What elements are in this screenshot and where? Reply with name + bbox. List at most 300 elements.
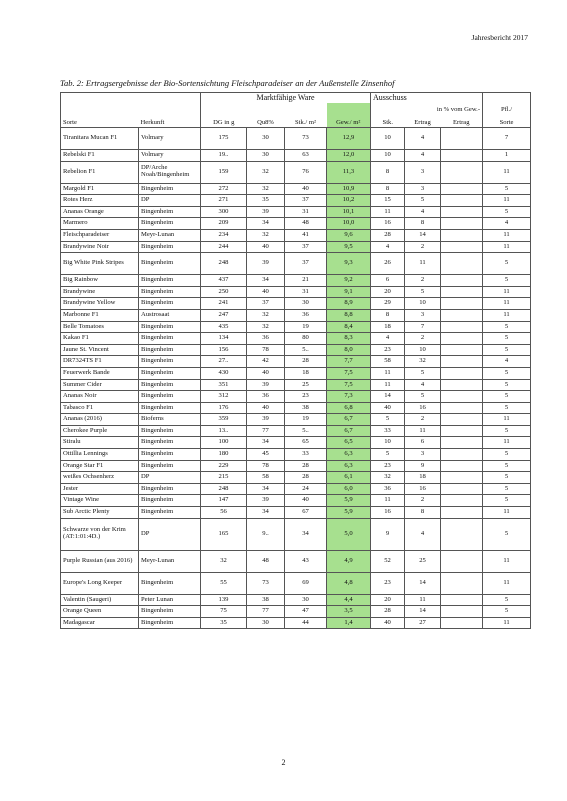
cell-gew: 11,3 — [327, 161, 371, 183]
cell-aus-stk: 26 — [371, 253, 405, 275]
cell-aus-stk: 11 — [371, 206, 405, 218]
cell-aus-ertrag-2 — [441, 402, 483, 414]
cell-pfl: 5 — [483, 402, 531, 414]
cell-dg: 300 — [201, 206, 247, 218]
cell-herkunft: Bingenheim — [139, 344, 201, 356]
table-row — [61, 617, 531, 629]
cell-aus-ertrag-2 — [441, 229, 483, 241]
cell-aus-ertrag-2 — [441, 150, 483, 162]
cell-herkunft: Bingenheim — [139, 379, 201, 391]
cell-aus-ertrag-2 — [441, 550, 483, 572]
cell-herkunft: Bingenheim — [139, 286, 201, 298]
cell-dg: 209 — [201, 218, 247, 230]
cell-aus-stk: 15 — [371, 195, 405, 207]
cell-stk: 34 — [285, 518, 327, 550]
cell-qu: 34 — [247, 437, 285, 449]
cell-herkunft: Volmary — [139, 128, 201, 150]
cell-aus-stk: 11 — [371, 495, 405, 507]
cell-dg: 247 — [201, 309, 247, 321]
table-row — [61, 472, 531, 484]
cell-pfl: 5 — [483, 321, 531, 333]
cell-dg: 159 — [201, 161, 247, 183]
cell-aus-ertrag: 3 — [405, 449, 441, 461]
table-row — [61, 333, 531, 345]
cell-stk: 33 — [285, 449, 327, 461]
cell-stk: 31 — [285, 206, 327, 218]
table-caption: Tab. 2: Ertragsergebnisse der Bio-Sortensichtung Fleischparadeiser an der Außenstelle Zinsenhof — [60, 78, 395, 88]
cell-aus-stk: 29 — [371, 298, 405, 310]
cell-herkunft: Bingenheim — [139, 275, 201, 287]
cell-aus-stk: 10 — [371, 128, 405, 150]
cell-dg: 147 — [201, 495, 247, 507]
cell-dg: 312 — [201, 391, 247, 403]
cell-aus-ertrag: 2 — [405, 495, 441, 507]
cell-sorte: Jaune St. Vincent — [61, 344, 139, 356]
cell-sorte: Vintage Wine — [61, 495, 139, 507]
header-row-1 — [61, 93, 531, 104]
cell-dg: 100 — [201, 437, 247, 449]
col-aus-ertrag-2: Ertrag — [441, 117, 483, 128]
cell-sorte: Valentin (Saugeri) — [61, 594, 139, 606]
cell-qu: 35 — [247, 195, 285, 207]
cell-stk: 47 — [285, 606, 327, 618]
cell-herkunft: Bingenheim — [139, 321, 201, 333]
cell-stk: 37 — [285, 195, 327, 207]
table-row — [61, 128, 531, 150]
cell-herkunft: Bingenheim — [139, 483, 201, 495]
table-row — [61, 606, 531, 618]
cell-pfl: 5 — [483, 460, 531, 472]
cell-dg: 176 — [201, 402, 247, 414]
cell-aus-stk: 20 — [371, 286, 405, 298]
cell-gew: 7,5 — [327, 379, 371, 391]
cell-gew: 8,8 — [327, 309, 371, 321]
cell-aus-ertrag: 10 — [405, 344, 441, 356]
cell-dg: 215 — [201, 472, 247, 484]
cell-qu: 39 — [247, 379, 285, 391]
cell-gew: 7,5 — [327, 367, 371, 379]
cell-herkunft: Austrosaat — [139, 309, 201, 321]
cell-stk: 76 — [285, 161, 327, 183]
cell-dg: 248 — [201, 253, 247, 275]
cell-qu: 36 — [247, 391, 285, 403]
cell-aus-stk: 10 — [371, 437, 405, 449]
table-row — [61, 550, 531, 572]
cell-pfl: 11 — [483, 437, 531, 449]
cell-aus-ertrag-2 — [441, 606, 483, 618]
cell-herkunft: Bingenheim — [139, 449, 201, 461]
table-row — [61, 460, 531, 472]
cell-aus-ertrag: 4 — [405, 379, 441, 391]
table-row — [61, 344, 531, 356]
cell-aus-ertrag: 4 — [405, 150, 441, 162]
cell-sorte: Big Rainbow — [61, 275, 139, 287]
cell-herkunft: Bingenheim — [139, 402, 201, 414]
cell-herkunft: Bingenheim — [139, 391, 201, 403]
cell-pfl: 4 — [483, 218, 531, 230]
cell-aus-stk: 11 — [371, 379, 405, 391]
cell-qu: 48 — [247, 550, 285, 572]
cell-herkunft: DP — [139, 472, 201, 484]
cell-pfl: 5 — [483, 333, 531, 345]
cell-aus-stk: 23 — [371, 460, 405, 472]
cell-aus-ertrag: 11 — [405, 425, 441, 437]
table-row — [61, 402, 531, 414]
cell-aus-stk: 5 — [371, 449, 405, 461]
cell-sorte: Cherokee Purple — [61, 425, 139, 437]
cell-aus-stk: 58 — [371, 356, 405, 368]
cell-herkunft: Bingenheim — [139, 437, 201, 449]
cell-aus-ertrag-2 — [441, 437, 483, 449]
cell-gew: 4,4 — [327, 594, 371, 606]
cell-stk: 30 — [285, 298, 327, 310]
cell-gew: 6,3 — [327, 460, 371, 472]
col-pfl-sorte: Sorte — [483, 117, 531, 128]
cell-dg: 234 — [201, 229, 247, 241]
cell-aus-ertrag: 27 — [405, 617, 441, 629]
cell-qu: 58 — [247, 472, 285, 484]
cell-aus-stk: 18 — [371, 321, 405, 333]
cell-aus-ertrag: 16 — [405, 483, 441, 495]
col-stk-m2: Stk./ m² — [285, 117, 327, 128]
cell-gew: 6,1 — [327, 472, 371, 484]
cell-dg: 27.. — [201, 356, 247, 368]
group-ausschuss: Ausschuss — [371, 93, 483, 104]
cell-gew: 6,7 — [327, 414, 371, 426]
cell-dg: 359 — [201, 414, 247, 426]
cell-stk: 30 — [285, 594, 327, 606]
cell-pfl: 11 — [483, 195, 531, 207]
cell-qu: 39 — [247, 495, 285, 507]
cell-pfl: 5 — [483, 472, 531, 484]
col-qu: Qu8% — [247, 117, 285, 128]
cell-sorte: Marmero — [61, 218, 139, 230]
cell-aus-stk: 9 — [371, 518, 405, 550]
cell-dg: 35 — [201, 617, 247, 629]
table-row — [61, 495, 531, 507]
cell-stk: 37 — [285, 241, 327, 253]
cell-aus-stk: 8 — [371, 161, 405, 183]
cell-aus-ertrag-2 — [441, 391, 483, 403]
cell-aus-ertrag-2 — [441, 321, 483, 333]
cell-aus-ertrag-2 — [441, 472, 483, 484]
cell-qu: 36 — [247, 333, 285, 345]
cell-stk: 65 — [285, 437, 327, 449]
cell-dg: 244 — [201, 241, 247, 253]
cell-aus-stk: 16 — [371, 218, 405, 230]
cell-herkunft: Bingenheim — [139, 298, 201, 310]
cell-dg: 55 — [201, 572, 247, 594]
cell-aus-stk: 8 — [371, 309, 405, 321]
cell-qu: 34 — [247, 483, 285, 495]
cell-aus-ertrag-2 — [441, 460, 483, 472]
ausschuss-sub-header: in % vom Gew.- — [371, 103, 483, 117]
cell-sorte: Ananas (2016) — [61, 414, 139, 426]
cell-qu: 77 — [247, 606, 285, 618]
cell-aus-ertrag-2 — [441, 425, 483, 437]
cell-dg: 271 — [201, 195, 247, 207]
cell-gew: 10,9 — [327, 183, 371, 195]
cell-aus-ertrag-2 — [441, 195, 483, 207]
cell-aus-ertrag-2 — [441, 594, 483, 606]
cell-gew: 3,5 — [327, 606, 371, 618]
col-gew-m2: Gew./ m² — [327, 117, 371, 128]
cell-pfl: 11 — [483, 507, 531, 519]
table-row — [61, 367, 531, 379]
cell-herkunft: Bingenheim — [139, 367, 201, 379]
cell-aus-ertrag-2 — [441, 572, 483, 594]
cell-dg: 351 — [201, 379, 247, 391]
cell-herkunft: Bingenheim — [139, 425, 201, 437]
cell-stk: 36 — [285, 309, 327, 321]
cell-dg: 13.. — [201, 425, 247, 437]
cell-stk: 23 — [285, 391, 327, 403]
table-row — [61, 391, 531, 403]
cell-herkunft: Peter Lunan — [139, 594, 201, 606]
cell-sorte: Feuerwerk Bande — [61, 367, 139, 379]
cell-gew: 4,9 — [327, 550, 371, 572]
cell-aus-ertrag: 2 — [405, 333, 441, 345]
cell-dg: 19.. — [201, 150, 247, 162]
table-row — [61, 229, 531, 241]
cell-stk: 44 — [285, 617, 327, 629]
cell-stk: 28 — [285, 472, 327, 484]
cell-aus-ertrag: 14 — [405, 606, 441, 618]
cell-dg: 75 — [201, 606, 247, 618]
cell-sorte: Brandywine Yellow — [61, 298, 139, 310]
cell-qu: 40 — [247, 241, 285, 253]
cell-dg: 139 — [201, 594, 247, 606]
cell-aus-ertrag: 5 — [405, 195, 441, 207]
cell-aus-ertrag: 11 — [405, 594, 441, 606]
cell-aus-ertrag-2 — [441, 356, 483, 368]
cell-pfl: 5 — [483, 483, 531, 495]
cell-sorte: Jester — [61, 483, 139, 495]
cell-aus-ertrag: 8 — [405, 507, 441, 519]
cell-aus-ertrag-2 — [441, 518, 483, 550]
cell-sorte: weißes Ochsenherz — [61, 472, 139, 484]
cell-dg: 248 — [201, 483, 247, 495]
cell-sorte: Tiranitara Mucan F1 — [61, 128, 139, 150]
table-row — [61, 379, 531, 391]
cell-aus-ertrag-2 — [441, 241, 483, 253]
cell-pfl: 11 — [483, 414, 531, 426]
cell-gew: 6,3 — [327, 449, 371, 461]
cell-stk: 19 — [285, 321, 327, 333]
cell-pfl: 5 — [483, 183, 531, 195]
cell-herkunft: Bingenheim — [139, 333, 201, 345]
cell-dg: 156 — [201, 344, 247, 356]
cell-dg: 32 — [201, 550, 247, 572]
report-header: Jahresbericht 2017 — [471, 33, 528, 42]
cell-sorte: DR7324TS F1 — [61, 356, 139, 368]
cell-pfl: 5 — [483, 379, 531, 391]
cell-aus-ertrag-2 — [441, 218, 483, 230]
cell-aus-stk: 8 — [371, 183, 405, 195]
cell-aus-stk: 20 — [371, 594, 405, 606]
cell-qu: 30 — [247, 617, 285, 629]
cell-dg: 175 — [201, 128, 247, 150]
col-aus-ertrag-1: Ertrag — [405, 117, 441, 128]
cell-aus-ertrag-2 — [441, 414, 483, 426]
cell-qu: 37 — [247, 298, 285, 310]
cell-aus-ertrag-2 — [441, 507, 483, 519]
cell-aus-ertrag-2 — [441, 483, 483, 495]
cell-herkunft: Meyr-Lunan — [139, 229, 201, 241]
table-row — [61, 195, 531, 207]
cell-gew: 8,4 — [327, 321, 371, 333]
cell-aus-stk: 23 — [371, 572, 405, 594]
cell-aus-ertrag: 7 — [405, 321, 441, 333]
cell-aus-ertrag: 5 — [405, 286, 441, 298]
cell-sorte: Ananas Noir — [61, 391, 139, 403]
cell-qu: 34 — [247, 218, 285, 230]
cell-aus-stk: 6 — [371, 275, 405, 287]
cell-stk: 18 — [285, 367, 327, 379]
cell-pfl: 11 — [483, 229, 531, 241]
cell-aus-ertrag: 5 — [405, 367, 441, 379]
cell-sorte: Summer Cider — [61, 379, 139, 391]
cell-sorte: Sub Arctic Plenty — [61, 507, 139, 519]
header-row-3 — [61, 117, 531, 128]
cell-stk: 28 — [285, 356, 327, 368]
cell-herkunft: Bingenheim — [139, 572, 201, 594]
cell-gew: 7,7 — [327, 356, 371, 368]
cell-pfl: 11 — [483, 298, 531, 310]
cell-qu: 38 — [247, 594, 285, 606]
table-row — [61, 356, 531, 368]
cell-qu: 9.. — [247, 518, 285, 550]
cell-sorte: Marbonne F1 — [61, 309, 139, 321]
cell-aus-ertrag: 18 — [405, 472, 441, 484]
cell-pfl: 11 — [483, 309, 531, 321]
cell-aus-ertrag-2 — [441, 367, 483, 379]
cell-qu: 30 — [247, 128, 285, 150]
cell-qu: 78 — [247, 460, 285, 472]
cell-aus-stk: 36 — [371, 483, 405, 495]
table-row — [61, 150, 531, 162]
table-row — [61, 594, 531, 606]
cell-gew: 10,2 — [327, 195, 371, 207]
table-row — [61, 218, 531, 230]
cell-pfl: 5 — [483, 253, 531, 275]
cell-pfl: 5 — [483, 206, 531, 218]
cell-pfl: 5 — [483, 391, 531, 403]
cell-dg: 435 — [201, 321, 247, 333]
header-row-2 — [61, 103, 531, 117]
cell-herkunft: Bingenheim — [139, 495, 201, 507]
cell-aus-ertrag-2 — [441, 298, 483, 310]
cell-qu: 32 — [247, 309, 285, 321]
cell-qu: 45 — [247, 449, 285, 461]
cell-aus-ertrag-2 — [441, 309, 483, 321]
cell-aus-ertrag: 2 — [405, 241, 441, 253]
cell-gew: 8,0 — [327, 344, 371, 356]
cell-aus-ertrag-2 — [441, 344, 483, 356]
cell-qu: 32 — [247, 161, 285, 183]
cell-qu: 40 — [247, 286, 285, 298]
col-herkunft: Herkunft — [139, 117, 201, 128]
table-row — [61, 253, 531, 275]
cell-sorte: Madagascar — [61, 617, 139, 629]
cell-aus-ertrag-2 — [441, 286, 483, 298]
cell-pfl: 11 — [483, 617, 531, 629]
cell-aus-ertrag: 10 — [405, 298, 441, 310]
cell-stk: 40 — [285, 495, 327, 507]
cell-aus-ertrag-2 — [441, 183, 483, 195]
cell-aus-stk: 23 — [371, 344, 405, 356]
table-row — [61, 161, 531, 183]
cell-sorte: Rotes Herz — [61, 195, 139, 207]
cell-gew: 5,0 — [327, 518, 371, 550]
cell-aus-stk: 28 — [371, 229, 405, 241]
col-sorte: Sorte — [61, 117, 139, 128]
cell-stk: 5.. — [285, 344, 327, 356]
cell-aus-ertrag: 8 — [405, 218, 441, 230]
cell-herkunft: Bingenheim — [139, 241, 201, 253]
cell-dg: 229 — [201, 460, 247, 472]
cell-aus-ertrag: 3 — [405, 309, 441, 321]
cell-sorte: Belle Tomatoes — [61, 321, 139, 333]
cell-aus-stk: 40 — [371, 402, 405, 414]
cell-aus-ertrag: 11 — [405, 253, 441, 275]
cell-herkunft: Meyr-Lunan — [139, 550, 201, 572]
cell-gew: 9,6 — [327, 229, 371, 241]
cell-herkunft: Bingenheim — [139, 253, 201, 275]
cell-aus-ertrag: 2 — [405, 414, 441, 426]
cell-pfl: 5 — [483, 344, 531, 356]
cell-aus-stk: 16 — [371, 507, 405, 519]
cell-stk: 21 — [285, 275, 327, 287]
cell-sorte: Tabasco F1 — [61, 402, 139, 414]
cell-pfl: 11 — [483, 286, 531, 298]
cell-stk: 67 — [285, 507, 327, 519]
cell-aus-stk: 32 — [371, 472, 405, 484]
cell-herkunft: DP — [139, 518, 201, 550]
cell-gew: 7,3 — [327, 391, 371, 403]
cell-stk: 41 — [285, 229, 327, 241]
cell-aus-ertrag-2 — [441, 128, 483, 150]
cell-qu: 39 — [247, 253, 285, 275]
cell-pfl: 7 — [483, 128, 531, 150]
cell-qu: 34 — [247, 275, 285, 287]
cell-gew: 9,1 — [327, 286, 371, 298]
cell-pfl: 5 — [483, 449, 531, 461]
table-row — [61, 275, 531, 287]
cell-qu: 40 — [247, 367, 285, 379]
cell-pfl: 11 — [483, 161, 531, 183]
col-dg: DG in g — [201, 117, 247, 128]
cell-sorte: Orange Star F1 — [61, 460, 139, 472]
cell-gew: 6,0 — [327, 483, 371, 495]
table-row — [61, 437, 531, 449]
col-aus-stk: Stk. — [371, 117, 405, 128]
cell-herkunft: Bingenheim — [139, 617, 201, 629]
cell-qu: 34 — [247, 507, 285, 519]
cell-stk: 73 — [285, 128, 327, 150]
cell-aus-stk: 4 — [371, 241, 405, 253]
cell-sorte: Ananas Orange — [61, 206, 139, 218]
cell-gew: 4,8 — [327, 572, 371, 594]
table-row — [61, 286, 531, 298]
table-row — [61, 425, 531, 437]
cell-dg: 134 — [201, 333, 247, 345]
cell-herkunft: Bingenheim — [139, 507, 201, 519]
cell-sorte: Brandywine Noir — [61, 241, 139, 253]
cell-herkunft: Bingenheim — [139, 460, 201, 472]
cell-aus-ertrag-2 — [441, 206, 483, 218]
table-body — [61, 128, 531, 629]
